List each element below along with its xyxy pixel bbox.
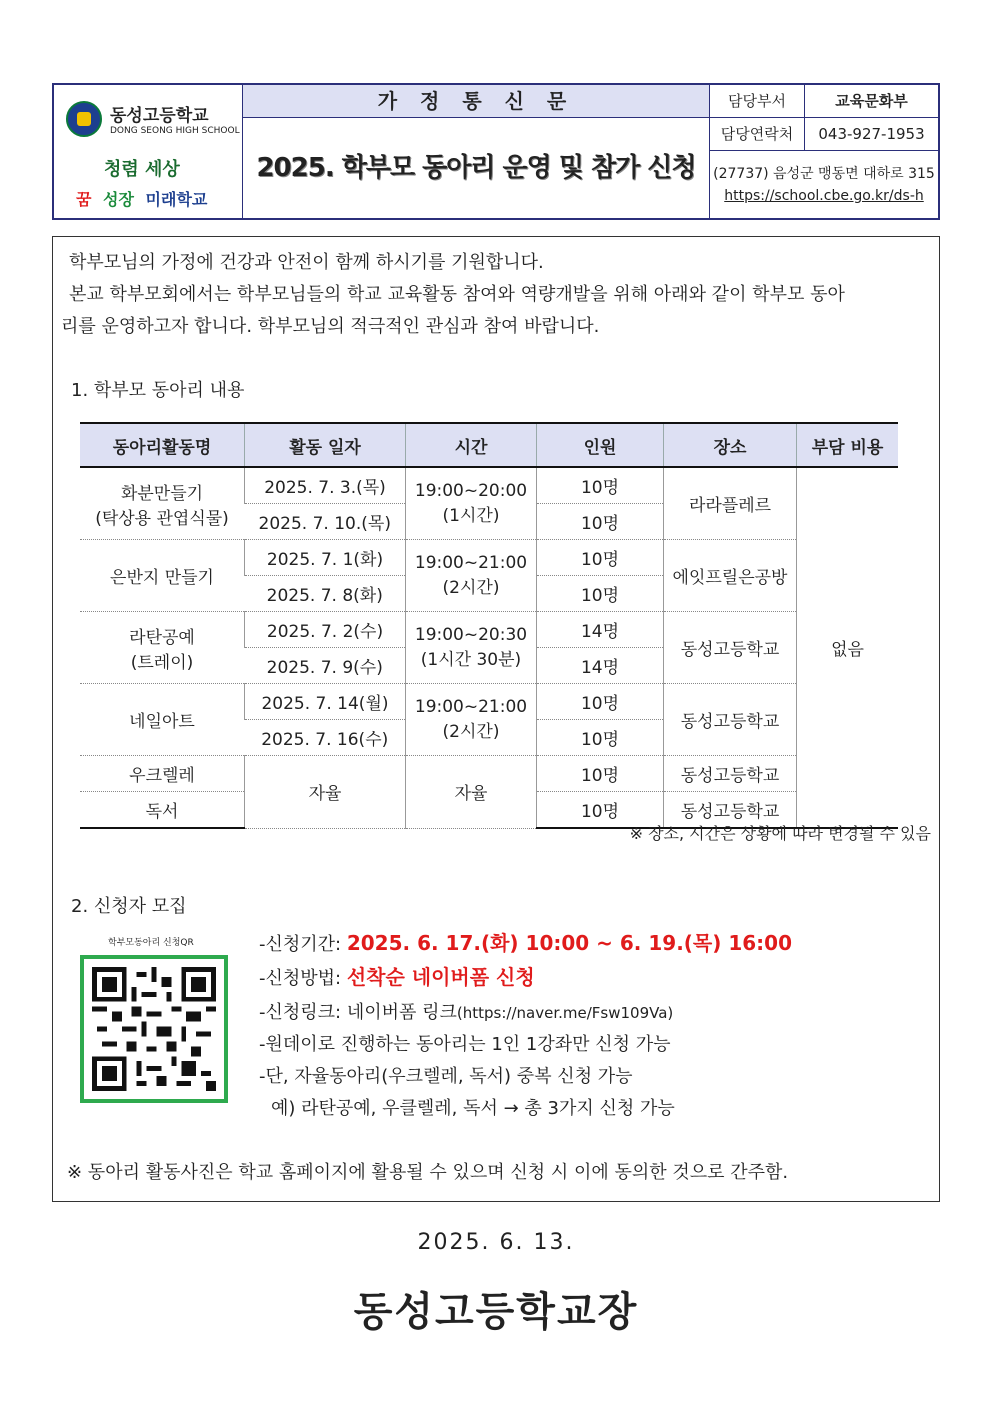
club-place: 라라플레르 <box>664 467 797 540</box>
principal-signature: 동성고등학교장 <box>353 1289 639 1335</box>
issue-date: 2025. 6. 13. <box>417 1230 575 1255</box>
school-emblem-icon <box>66 101 102 137</box>
intro-line-3: 리를 운영하고자 합니다. 학부모님의 적극적인 관심과 참여 바랍니다. <box>61 316 600 337</box>
contact-value: 043-927-1953 <box>818 125 925 143</box>
apply-period: -신청기간: 2025. 6. 17.(화) 10:00 ~ 6. 19.(목) 16:00 <box>259 931 793 955</box>
club-cost: 없음 <box>797 467 899 828</box>
club-people: 10명 <box>537 540 664 576</box>
club-people: 10명 <box>537 684 664 720</box>
club-name: 은반지 만들기 <box>80 540 245 612</box>
slogan-future-school: 꿈 성장 미래학교 <box>76 190 208 209</box>
club-place: 동성고등학교 <box>664 684 797 756</box>
club-people: 10명 <box>537 467 664 504</box>
club-place: 동성고등학교 <box>664 792 797 829</box>
letter-header <box>52 83 940 220</box>
club-name: 독서 <box>80 792 245 829</box>
qr-caption: 학부모동아리 신청QR <box>108 938 194 948</box>
school-name: 동성고등학교 <box>110 106 209 126</box>
col-header: 시간 <box>406 423 537 467</box>
club-date: 자율 <box>245 756 406 829</box>
col-header: 인원 <box>537 423 664 467</box>
table-note: ※ 장소, 시간은 상황에 따라 변경될 수 있음 <box>629 824 931 843</box>
letter-body <box>52 236 940 1202</box>
club-table <box>80 422 898 829</box>
col-header: 부담 비용 <box>797 423 899 467</box>
col-header: 장소 <box>664 423 797 467</box>
club-people: 10명 <box>537 576 664 612</box>
club-name: 라탄공예 (트레이) <box>80 612 245 684</box>
club-date: 2025. 7. 2(수) <box>245 612 406 648</box>
dept-value: 교육문화부 <box>835 92 908 110</box>
school-name-en: DONG SEONG HIGH SCHOOL <box>110 126 240 136</box>
club-people: 14명 <box>537 648 664 684</box>
intro-line-1: 학부모님의 가정에 건강과 안전이 함께 하시기를 기원합니다. <box>69 252 544 273</box>
school-address: (27737) 음성군 맹동면 대하로 315 <box>713 166 935 182</box>
club-name: 화분만들기 (탁상용 관엽식물) <box>80 467 245 540</box>
apply-example: 예) 라탄공예, 우클렐레, 독서 → 총 3가지 신청 가능 <box>271 1098 675 1119</box>
club-date: 2025. 7. 8(화) <box>245 576 406 612</box>
club-date: 2025. 7. 9(수) <box>245 648 406 684</box>
club-people: 10명 <box>537 756 664 792</box>
club-place: 에잇프릴은공방 <box>664 540 797 612</box>
photo-consent-note: ※ 동아리 활동사진은 학교 홈페이지에 활용될 수 있으며 신청 시 이에 동의한 것으로 간주함. <box>67 1162 789 1183</box>
school-logo-cell <box>54 85 243 218</box>
club-date: 2025. 7. 10.(목) <box>245 504 406 540</box>
club-name: 우크렐레 <box>80 756 245 792</box>
club-time: 19:00~20:30 (1시간 30분) <box>406 612 537 684</box>
page-title: 2025. 학부모 동아리 운영 및 참가 신청 <box>256 153 696 183</box>
apply-method-value: 선착순 네이버폼 신청 <box>346 965 535 989</box>
section-1-heading: 1. 학부모 동아리 내용 <box>71 380 245 401</box>
qr-code-icon <box>92 967 216 1091</box>
col-header: 동아리활동명 <box>80 423 245 467</box>
club-time: 19:00~21:00 (2시간) <box>406 540 537 612</box>
club-name: 네일아트 <box>80 684 245 756</box>
col-header: 활동 일자 <box>245 423 406 467</box>
apply-period-value: 2025. 6. 17.(화) 10:00 ~ 6. 19.(목) 16:00 <box>346 931 793 955</box>
section-2-heading: 2. 신청자 모집 <box>71 896 187 917</box>
club-time: 19:00~20:00 (1시간) <box>406 467 537 540</box>
signup-qr-code[interactable] <box>80 955 228 1103</box>
intro-line-2: 본교 학부모회에서는 학부모님들의 학교 교육활동 참여와 역량개발을 위해 아래와 같이 학부모 동아 <box>69 284 845 305</box>
club-time: 자율 <box>406 756 537 829</box>
apply-link: -신청링크: 네이버폼 링크(https://naver.me/Fsw109Va) <box>259 1002 674 1023</box>
club-date: 2025. 7. 16(수) <box>245 720 406 756</box>
club-people: 10명 <box>537 504 664 540</box>
club-people: 14명 <box>537 612 664 648</box>
apply-rule-2: -단, 자율동아리(우크렐레, 독서) 중복 신청 가능 <box>259 1066 633 1087</box>
club-people: 10명 <box>537 792 664 829</box>
newsletter-label: 가 정 통 신 문 <box>243 85 709 118</box>
club-people: 10명 <box>537 720 664 756</box>
apply-method: -신청방법: 선착순 네이버폼 신청 <box>259 965 535 989</box>
slogan-clean-world: 청렴 세상 <box>104 159 180 180</box>
club-time: 19:00~21:00 (2시간) <box>406 684 537 756</box>
club-date: 2025. 7. 1(화) <box>245 540 406 576</box>
club-place: 동성고등학교 <box>664 612 797 684</box>
apply-link-url[interactable]: (https://naver.me/Fsw109Va) <box>456 1004 674 1022</box>
contact-label: 담당연락처 <box>710 118 805 150</box>
school-url-link[interactable]: https://school.cbe.go.kr/ds-h <box>724 188 924 204</box>
club-date: 2025. 7. 3.(목) <box>245 467 406 504</box>
club-date: 2025. 7. 14(월) <box>245 684 406 720</box>
club-place: 동성고등학교 <box>664 756 797 792</box>
dept-label: 담당부서 <box>710 85 805 117</box>
apply-rule-1: -원데이로 진행하는 동아리는 1인 1강좌만 신청 가능 <box>259 1034 671 1055</box>
